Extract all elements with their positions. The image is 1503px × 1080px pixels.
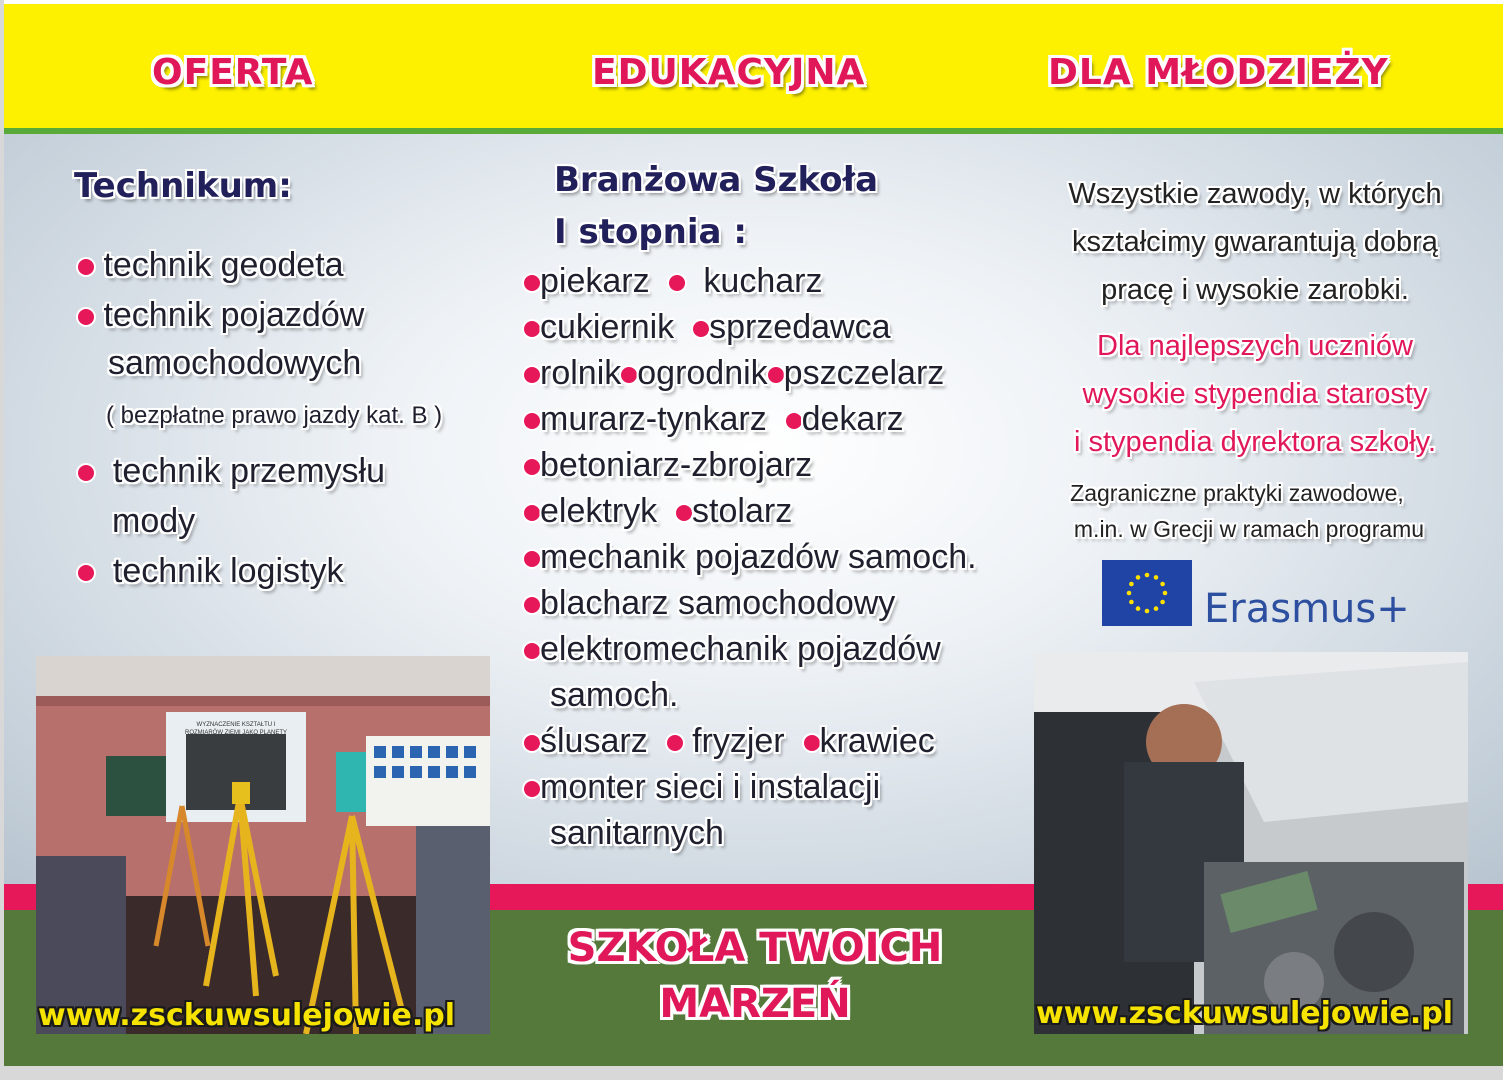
bullet-icon: [78, 309, 94, 325]
screen-title-text: WYZNACZENIE KSZTAŁTU I: [196, 722, 276, 728]
technikum-heading: Technikum:: [74, 166, 292, 206]
internship-line-2: m.in. w Grecji w ramach programu: [1073, 516, 1425, 542]
header-word-oferta: OFERTA: [152, 52, 314, 93]
bullet-icon: [524, 367, 540, 383]
list-item: cukiernik sprzedawca: [524, 308, 891, 347]
list-item: ślusarz fryzjer krawiec: [524, 722, 935, 761]
bullet-icon: [78, 565, 94, 581]
screen-subtitle-text: ROZMIARÓW ZIEMI JAKO PLANETY: [184, 730, 288, 736]
list-item: technik geodeta: [78, 246, 344, 285]
list-item: mechanik pojazdów samoch.: [524, 538, 977, 577]
bullet-icon: [524, 781, 540, 797]
list-item: piekarz kucharz: [524, 262, 822, 301]
list-item-continued: samoch.: [550, 676, 679, 714]
bullet-icon: [786, 413, 802, 429]
scholarship-line-2: wysokie stypendia starosty: [1082, 378, 1428, 410]
bullet-icon: [524, 505, 540, 521]
list-item-continued: samochodowych: [108, 344, 362, 382]
bullet-icon: [669, 275, 685, 291]
mechanic-photo-image: [1034, 652, 1468, 1034]
bullet-icon: [804, 735, 820, 751]
bullet-icon: [524, 321, 540, 337]
bullet-icon: [693, 321, 709, 337]
list-item: elektromechanik pojazdów: [524, 630, 941, 669]
bullet-icon: [676, 505, 692, 521]
erasmus-logo-text: Erasmus+: [1204, 586, 1410, 632]
list-item: blacharz samochodowy: [524, 584, 895, 623]
info-line-2: kształcimy gwarantują dobrą: [1072, 226, 1438, 258]
slogan-line-1: SZKOŁA TWOICH: [567, 925, 943, 971]
bullet-icon: [524, 643, 540, 659]
bullet-icon: [667, 735, 683, 751]
list-item: technik pojazdów: [78, 296, 364, 335]
website-url-left[interactable]: www.zsckuwsulejowie.pl: [38, 998, 455, 1033]
bullet-icon: [768, 367, 784, 383]
list-item: monter sieci i instalacji: [524, 768, 880, 807]
branzowa-heading-line1: Branżowa Szkoła: [554, 160, 879, 200]
internship-line-1: Zagraniczne praktyki zawodowe,: [1070, 480, 1404, 506]
slogan-line-2: MARZEŃ: [659, 981, 851, 1027]
bullet-icon: [524, 551, 540, 567]
eu-stars-icon: [1102, 560, 1192, 626]
info-line-1: Wszystkie zawody, w których: [1068, 178, 1442, 210]
header-word-edukacyjna: EDUKACYJNA: [592, 52, 866, 93]
bullet-icon: [78, 259, 94, 275]
list-item: rolnik ogrodnik pszczelarz: [524, 354, 944, 393]
branzowa-heading-line2: I stopnia :: [554, 212, 747, 252]
bullet-icon: [524, 597, 540, 613]
classroom-photo-image: [36, 656, 490, 1034]
website-url-right[interactable]: www.zsckuwsulejowie.pl: [1036, 996, 1453, 1031]
scholarship-line-3: i stypendia dyrektora szkoły.: [1073, 426, 1437, 458]
bullet-icon: [524, 735, 540, 751]
header-word-dla-mlodziezy: DLA MŁODZIEŻY: [1048, 52, 1389, 93]
bullet-icon: [621, 367, 637, 383]
mechanic-photo: [1034, 652, 1468, 1034]
list-item-continued: sanitarnych: [550, 814, 724, 852]
frame-bottom: [0, 1066, 1503, 1080]
list-item-note: ( bezpłatne prawo jazdy kat. B ): [106, 402, 443, 429]
info-line-3: pracę i wysokie zarobki.: [1101, 274, 1409, 306]
bullet-icon: [524, 413, 540, 429]
list-item-continued: mody: [112, 502, 196, 540]
list-item: technik logistyk: [78, 552, 343, 591]
eu-flag-icon: [1102, 560, 1192, 626]
bullet-icon: [78, 465, 94, 481]
classroom-photo: [36, 656, 490, 1034]
list-item: murarz-tynkarz dekarz: [524, 400, 904, 439]
list-item: technik przemysłu: [78, 452, 385, 491]
list-item: elektryk stolarz: [524, 492, 792, 531]
scholarship-line-1: Dla najlepszych uczniów: [1097, 330, 1413, 362]
list-item: betoniarz-zbrojarz: [524, 446, 812, 485]
bullet-icon: [524, 275, 540, 291]
bullet-icon: [524, 459, 540, 475]
